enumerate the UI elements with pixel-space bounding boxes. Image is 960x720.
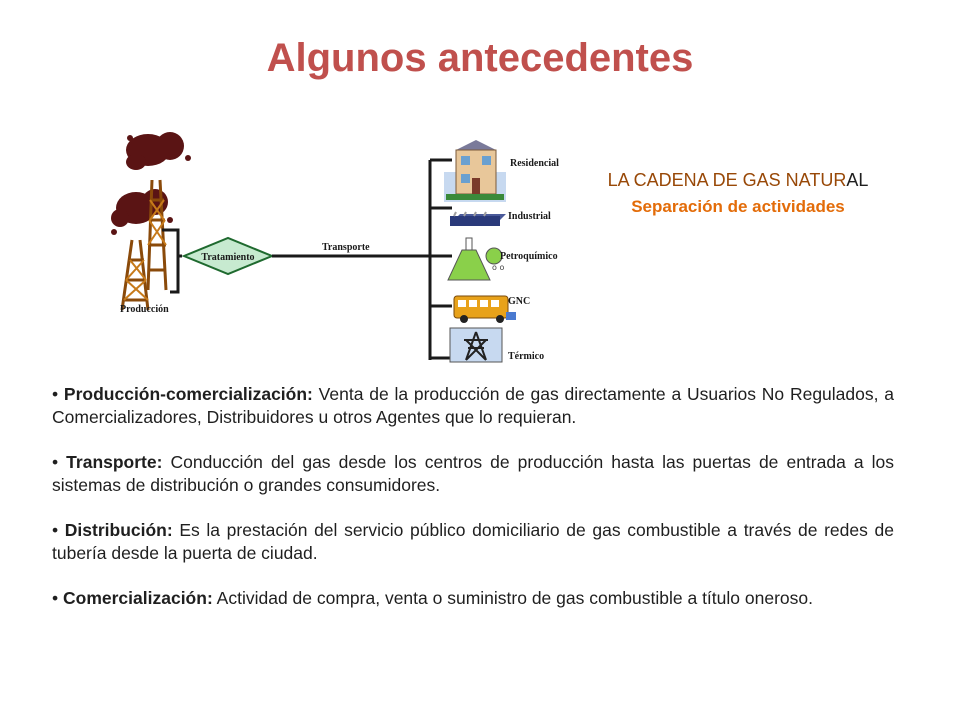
production-label: Producción (120, 304, 169, 315)
destination-label-petroquimico: Petroquímico (500, 251, 558, 262)
chain-title-main: LA CADENA DE GAS NATUR (607, 170, 847, 190)
house-icon (444, 140, 506, 202)
bullet-text: Conducción del gas desde los centros de producción hasta las puertas de entrada a los sistemas de distribución o grandes consumidores. (52, 452, 894, 495)
list-item: • Producción-comercialización: Venta de la producción de gas directamente a Usuarios No Regulados, a Comercializadores, Distribuidores u otros Agentes que lo requieran. (52, 384, 894, 427)
treatment-node (184, 238, 272, 274)
bullet-term: Transporte: (66, 452, 163, 472)
chain-title-end: AL (846, 170, 869, 190)
list-item: • Transporte: Conducción del gas desde los centros de producción hasta las puertas de entrada a los sistemas de distribución o grandes consumidores. (52, 452, 894, 495)
gas-chain-heading (588, 170, 888, 217)
chain-subtitle: Separación de actividades (631, 197, 845, 216)
flask-icon (448, 238, 504, 280)
destination-label-industrial: Industrial (508, 211, 551, 222)
chain-title (588, 170, 888, 191)
bullet-term: Distribución: (64, 520, 173, 540)
destination-label-residencial: Residencial (510, 158, 559, 169)
bullet-term: Comercialización: (63, 588, 213, 608)
destination-label-termico: Térmico (508, 351, 545, 362)
power-tower-icon (450, 328, 502, 362)
gas-chain-diagram (100, 120, 580, 370)
bullet-text: Venta de la producción de gas directamente a Usuarios No Regulados, a Comercializadores, Distribuidores u otros Agentes que lo requieran. (52, 384, 894, 427)
bullet-text: Es la prestación del servicio público domiciliario de gas combustible a través de redes de tubería desde la puerta de ciudad. (52, 520, 894, 563)
treatment-label: Tratamiento (201, 252, 255, 263)
bullet-text: Actividad de compra, venta o suministro de gas combustible a título oneroso. (212, 588, 813, 608)
factory-icon (450, 212, 506, 226)
bus-icon (454, 296, 516, 323)
transport-label: Transporte (322, 242, 370, 253)
activity-list (52, 383, 894, 632)
slide-title: Algunos antecedentes (266, 36, 694, 80)
destination-label-gnc: GNC (508, 296, 531, 307)
list-item: • Distribución: Es la prestación del servicio público domiciliario de gas combustible a través de redes de tubería desde la puerta de ciudad. (52, 520, 894, 563)
bullet-term: Producción-comercialización: (63, 384, 313, 404)
list-item: • Comercialización: Actividad de compra, venta o suministro de gas combustible a título oneroso. (52, 588, 813, 608)
svg-text:o o: o o (492, 263, 505, 272)
